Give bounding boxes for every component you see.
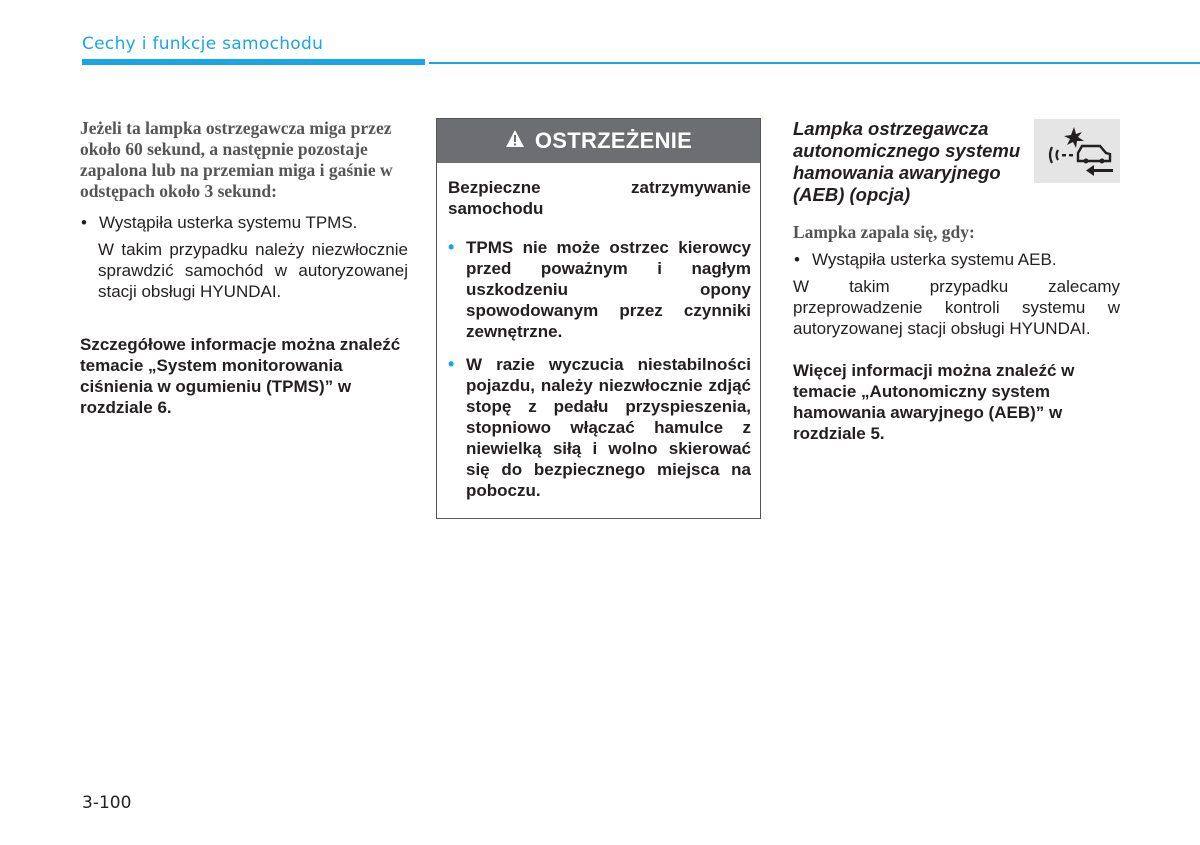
warning-header bbox=[437, 119, 760, 163]
warning-item-text: W razie wyczucia niestabilności pojazdu, należy niezwłocznie zdjąć stopę z pedału przyspieszenia, stopniowo włączać hamulce z niewielką siłą i wolno skierować się do bezpiecznego miejsca na poboczu. bbox=[466, 355, 751, 500]
tpms-fault-detail: W takim przypadku należy niezwłocznie sprawdzić samochód w autoryzowanej stacji obsługi HYUNDAI. bbox=[98, 240, 408, 301]
bullet-marker: • bbox=[448, 237, 455, 257]
section-header-title: Cechy i funkcje samochodu bbox=[82, 34, 324, 54]
page-number: 3-100 bbox=[82, 793, 132, 813]
aeb-reference: Więcej informacji można znaleźć w temacie „Autonomiczny system hamowania awaryjnego (AEB)” w rozdziale 5. bbox=[793, 361, 1075, 443]
aeb-lead: Lampka zapala się, gdy: bbox=[793, 222, 975, 242]
aeb-fault-bullet bbox=[793, 249, 1120, 270]
aeb-warning-icon bbox=[1034, 119, 1120, 183]
tpms-fault-text: Wystąpiła usterka systemu TPMS. bbox=[99, 213, 358, 232]
header-accent-bar bbox=[82, 59, 425, 65]
warning-body bbox=[437, 163, 760, 501]
warning-item bbox=[448, 354, 751, 501]
warning-item bbox=[448, 237, 751, 342]
warning-item-text: TPMS nie może ostrzec kierowcy przed poważnym i nagłym uszkodzeniu opony spowodowanym przez czynniki zewnętrzne. bbox=[466, 238, 751, 341]
bullet-marker: • bbox=[81, 213, 87, 232]
header-rule bbox=[429, 62, 1200, 64]
aeb-fault-text: Wystąpiła usterka systemu AEB. bbox=[812, 250, 1057, 269]
left-column bbox=[80, 118, 408, 418]
warning-title: OSTRZEŻENIE bbox=[534, 128, 693, 153]
tpms-reference: Szczegółowe informacje można znaleźć temacie „System monitorowania ciśnienia w ogumieniu (TPMS)” w rozdziale 6. bbox=[80, 335, 401, 417]
warning-box bbox=[436, 118, 761, 519]
aeb-section-title: Lampka ostrzegawcza autonomicznego systemu hamowania awaryjnego (AEB) (opcja) bbox=[793, 118, 1021, 205]
aeb-fault-detail: W takim przypadku zalecamy przeprowadzenie kontroli systemu w autoryzowanej stacji obsługi HYUNDAI. bbox=[793, 277, 1120, 338]
tpms-blink-intro: Jeżeli ta lampka ostrzegawcza miga przez około 60 sekund, a następnie pozostaje zapalona lub na przemian miga i gaśnie w odstępach około 3 sekund: bbox=[80, 118, 393, 201]
tpms-fault-bullet bbox=[80, 212, 408, 233]
warning-triangle-icon bbox=[505, 128, 525, 154]
warning-subtitle: Bezpieczne zatrzymywanie samochodu bbox=[448, 178, 751, 218]
bullet-marker: • bbox=[448, 354, 455, 374]
bullet-marker: • bbox=[794, 250, 800, 269]
